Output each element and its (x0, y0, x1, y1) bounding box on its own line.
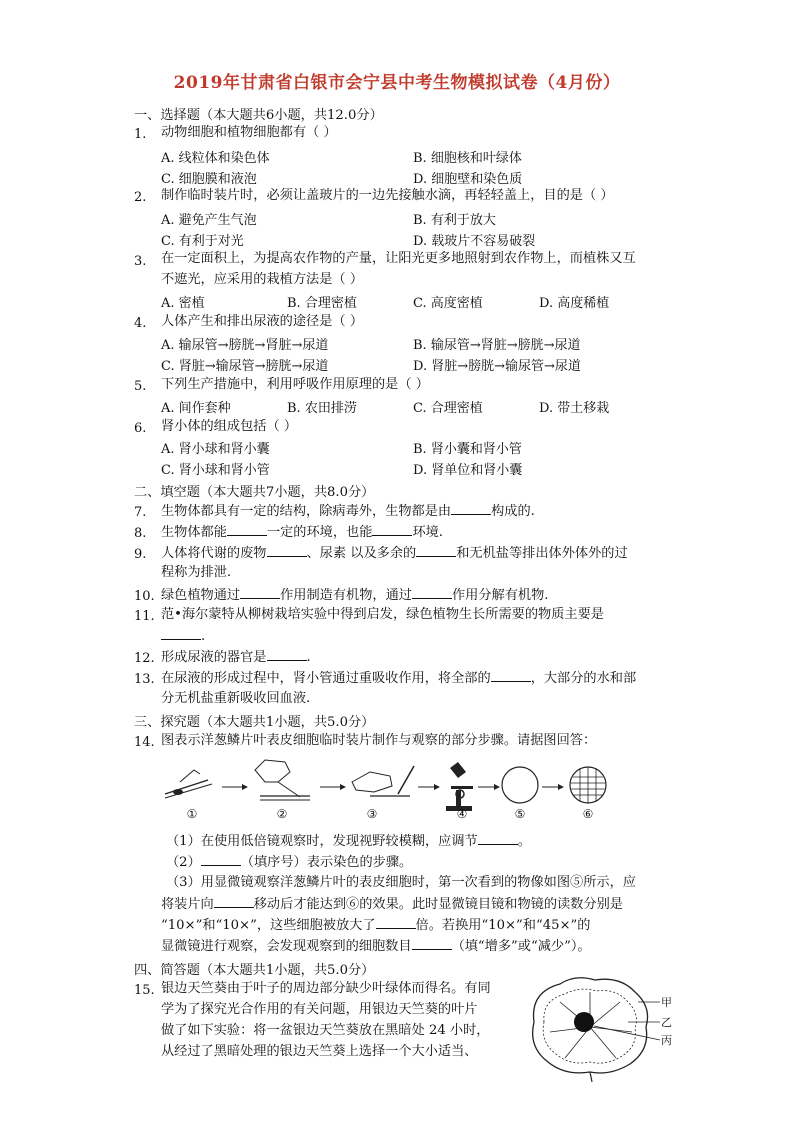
question-stem-cont: 分无机盐重新吸收回血液. (161, 691, 311, 706)
question-stem: 生物体都能 一定的环境，也能 环境. (161, 525, 444, 540)
geranium-leaf-diagram (520, 972, 670, 1082)
option-b: B. 肾小囊和肾小管 (413, 442, 522, 457)
leaf-label-jia: 甲 (661, 996, 672, 1009)
answer-blank (267, 648, 307, 661)
option-c: C. 有利于对光 (161, 234, 244, 249)
answer-blank (161, 627, 201, 640)
page-title: 2019年甘肃省白银市会宁县中考生物模拟试卷（4月份） (173, 73, 621, 93)
leaf-label-yi: 乙 (661, 1016, 672, 1029)
answer-blank (412, 937, 452, 950)
answer-blank (372, 523, 412, 536)
option-a: A. 输尿管→膀胱→肾脏→尿道 (161, 338, 329, 353)
step-label: ② (276, 807, 288, 821)
question-number: 1. (134, 127, 147, 142)
option-a: A. 间作套种 (161, 401, 231, 416)
question-stem: 动物细胞和植物细胞都有（ ） (161, 125, 337, 140)
answer-blank (376, 916, 416, 929)
option-c: C. 细胞膜和液泡 (161, 172, 257, 187)
option-c: C. 肾小球和肾小管 (161, 463, 270, 478)
field-of-view-6 (570, 767, 606, 803)
option-c: C. 肾脏→输尿管→膀胱→尿道 (161, 359, 329, 374)
section-heading-3: 三、探究题（本大题共1小题，共5.0分） (134, 715, 375, 730)
answer-blank (267, 544, 307, 557)
option-d: D. 肾单位和肾小囊 (413, 463, 523, 478)
question-stem: 形成尿液的器官是 . (161, 650, 311, 665)
question-number: 6. (134, 421, 147, 436)
question-number: 15. (134, 983, 155, 998)
question-number: 14. (134, 735, 155, 750)
answer-blank (451, 502, 491, 515)
question-stem: 生物体都具有一定的结构，除病毒外，生物都是由 构成的. (161, 504, 535, 519)
slide-preparation-diagram (160, 752, 620, 822)
option-d: D. 载玻片不容易破裂 (413, 234, 536, 249)
question-stem: 绿色植物通过 作用制造有机物，通过 作用分解有机物. (161, 588, 549, 603)
answer-blank (491, 669, 531, 682)
field-of-view-5 (502, 767, 538, 803)
question-number: 12. (134, 651, 155, 666)
option-a: A. 密植 (161, 296, 205, 311)
question-stem: 银边天竺葵由于叶子的周边部分缺少叶绿体而得名。有同 (161, 981, 491, 996)
question-stem-cont: . (161, 627, 205, 646)
option-d: D. 带土移栽 (539, 401, 610, 416)
question-stem-cont: 做了如下实验：将一盆银边天竺葵放在黑暗处 24 小时， (161, 1023, 490, 1038)
option-a: A. 避免产生气泡 (161, 213, 257, 228)
option-b: B. 有利于放大 (413, 213, 496, 228)
section-heading-4: 四、简答题（本大题共1小题，共5.0分） (134, 963, 375, 978)
option-b: B. 农田排涝 (287, 401, 357, 416)
question-stem: 人体产生和排出尿液的途径是（ ） (161, 314, 364, 329)
step-2-figure (255, 760, 310, 800)
step-label: ③ (366, 807, 378, 821)
question-number: 8. (134, 526, 147, 541)
question-number: 9. (134, 547, 147, 562)
step-label: ⑤ (514, 807, 526, 821)
step-1-figure (165, 770, 212, 798)
question-stem-cont: 程称为排泄. (161, 565, 232, 580)
sub-question-3-cont: 将装片向 移动后才能达到⑥的效果。此时显微镜目镜和物镜的读数分别是 (161, 897, 623, 912)
question-stem: 制作临时装片时，必须让盖玻片的一边先接触水滴，再轻轻盖上，目的是（ ） (161, 188, 614, 203)
microscope-icon (446, 762, 473, 811)
answer-blank (478, 832, 518, 845)
answer-blank (412, 586, 452, 599)
step-3-figure (352, 766, 414, 796)
answer-blank (227, 523, 267, 536)
step-label: ④ (456, 807, 468, 821)
option-b: B. 输尿管→肾脏→膀胱→尿道 (413, 338, 581, 353)
answer-blank (214, 895, 254, 908)
question-stem: 下列生产措施中，利用呼吸作用原理的是（ ） (161, 377, 429, 392)
option-c: C. 高度密植 (413, 296, 483, 311)
question-stem: 人体将代谢的废物 、尿素 以及多余的 和无机盐等排出体外体外的过 (161, 546, 628, 561)
question-number: 4. (134, 316, 147, 331)
question-stem: 肾小体的组成包括（ ） (161, 419, 298, 434)
section-heading-2: 二、填空题（本大题共7小题，共8.0分） (134, 485, 375, 500)
sub-question-2: （2） （填序号）表示染色的步骤。 (166, 855, 413, 870)
question-stem: 在一定面积上，为提高农作物的产量，让阳光更多地照射到农作物上，而植株又互 (161, 251, 636, 266)
question-stem-cont: 学为了探究光合作用的有关问题，用银边天竺葵的叶片 (161, 1002, 478, 1017)
question-number: 10. (134, 589, 155, 604)
question-number: 3. (134, 254, 147, 269)
leaf-label-bing: 丙 (661, 1034, 672, 1047)
section-heading-1: 一、选择题（本大题共6小题，共12.0分） (134, 108, 383, 123)
option-d: D. 肾脏→膀胱→输尿管→尿道 (413, 359, 581, 374)
step-label: ⑥ (582, 807, 594, 821)
question-number: 11. (134, 609, 155, 624)
option-c: C. 合理密植 (413, 401, 483, 416)
question-number: 13. (134, 672, 155, 687)
option-b: B. 细胞核和叶绿体 (413, 151, 522, 166)
question-number: 2. (134, 190, 147, 205)
option-a: A. 线粒体和染色体 (161, 151, 270, 166)
question-stem-cont: 不遮光，应采用的栽植方法是（ ） (161, 272, 364, 287)
question-number: 5. (134, 379, 147, 394)
option-d: D. 细胞壁和染色质 (413, 172, 523, 187)
question-number: 7. (134, 505, 147, 520)
sub-question-3: （3）用显微镜观察洋葱鳞片叶的表皮细胞时，第一次看到的物像如图⑤所示，应 (166, 875, 636, 890)
step-label: ① (186, 807, 198, 821)
sub-question-1: （1）在使用低倍镜观察时，发现视野较模糊，应调节 。 (166, 834, 531, 849)
option-d: D. 高度稀植 (539, 296, 610, 311)
answer-blank (240, 586, 280, 599)
question-stem: 图表示洋葱鳞片叶表皮细胞临时装片制作与观察的部分步骤。请据图回答： (161, 733, 597, 748)
sub-question-3-cont: 显微镜进行观察，会发现观察到的细胞数目 （填“增多”或“减少”）。 (161, 939, 591, 954)
option-b: B. 合理密植 (287, 296, 357, 311)
option-a: A. 肾小球和肾小囊 (161, 442, 270, 457)
question-stem: 在尿液的形成过程中，肾小管通过重吸收作用，将全部的 ，大部分的水和部 (161, 671, 637, 686)
sub-question-3-cont: “10×”和“10×”，这些细胞被放大了 倍。若换用“10×”和“45×”的 (161, 918, 591, 933)
answer-blank (416, 544, 456, 557)
question-stem-cont: 从经过了黑暗处理的银边天竺葵上选择一个大小适当、 (161, 1044, 478, 1059)
question-stem: 范•海尔蒙特从柳树栽培实验中得到启发，绿色植物生长所需要的物质主要是 (161, 607, 604, 622)
answer-blank (201, 853, 241, 866)
